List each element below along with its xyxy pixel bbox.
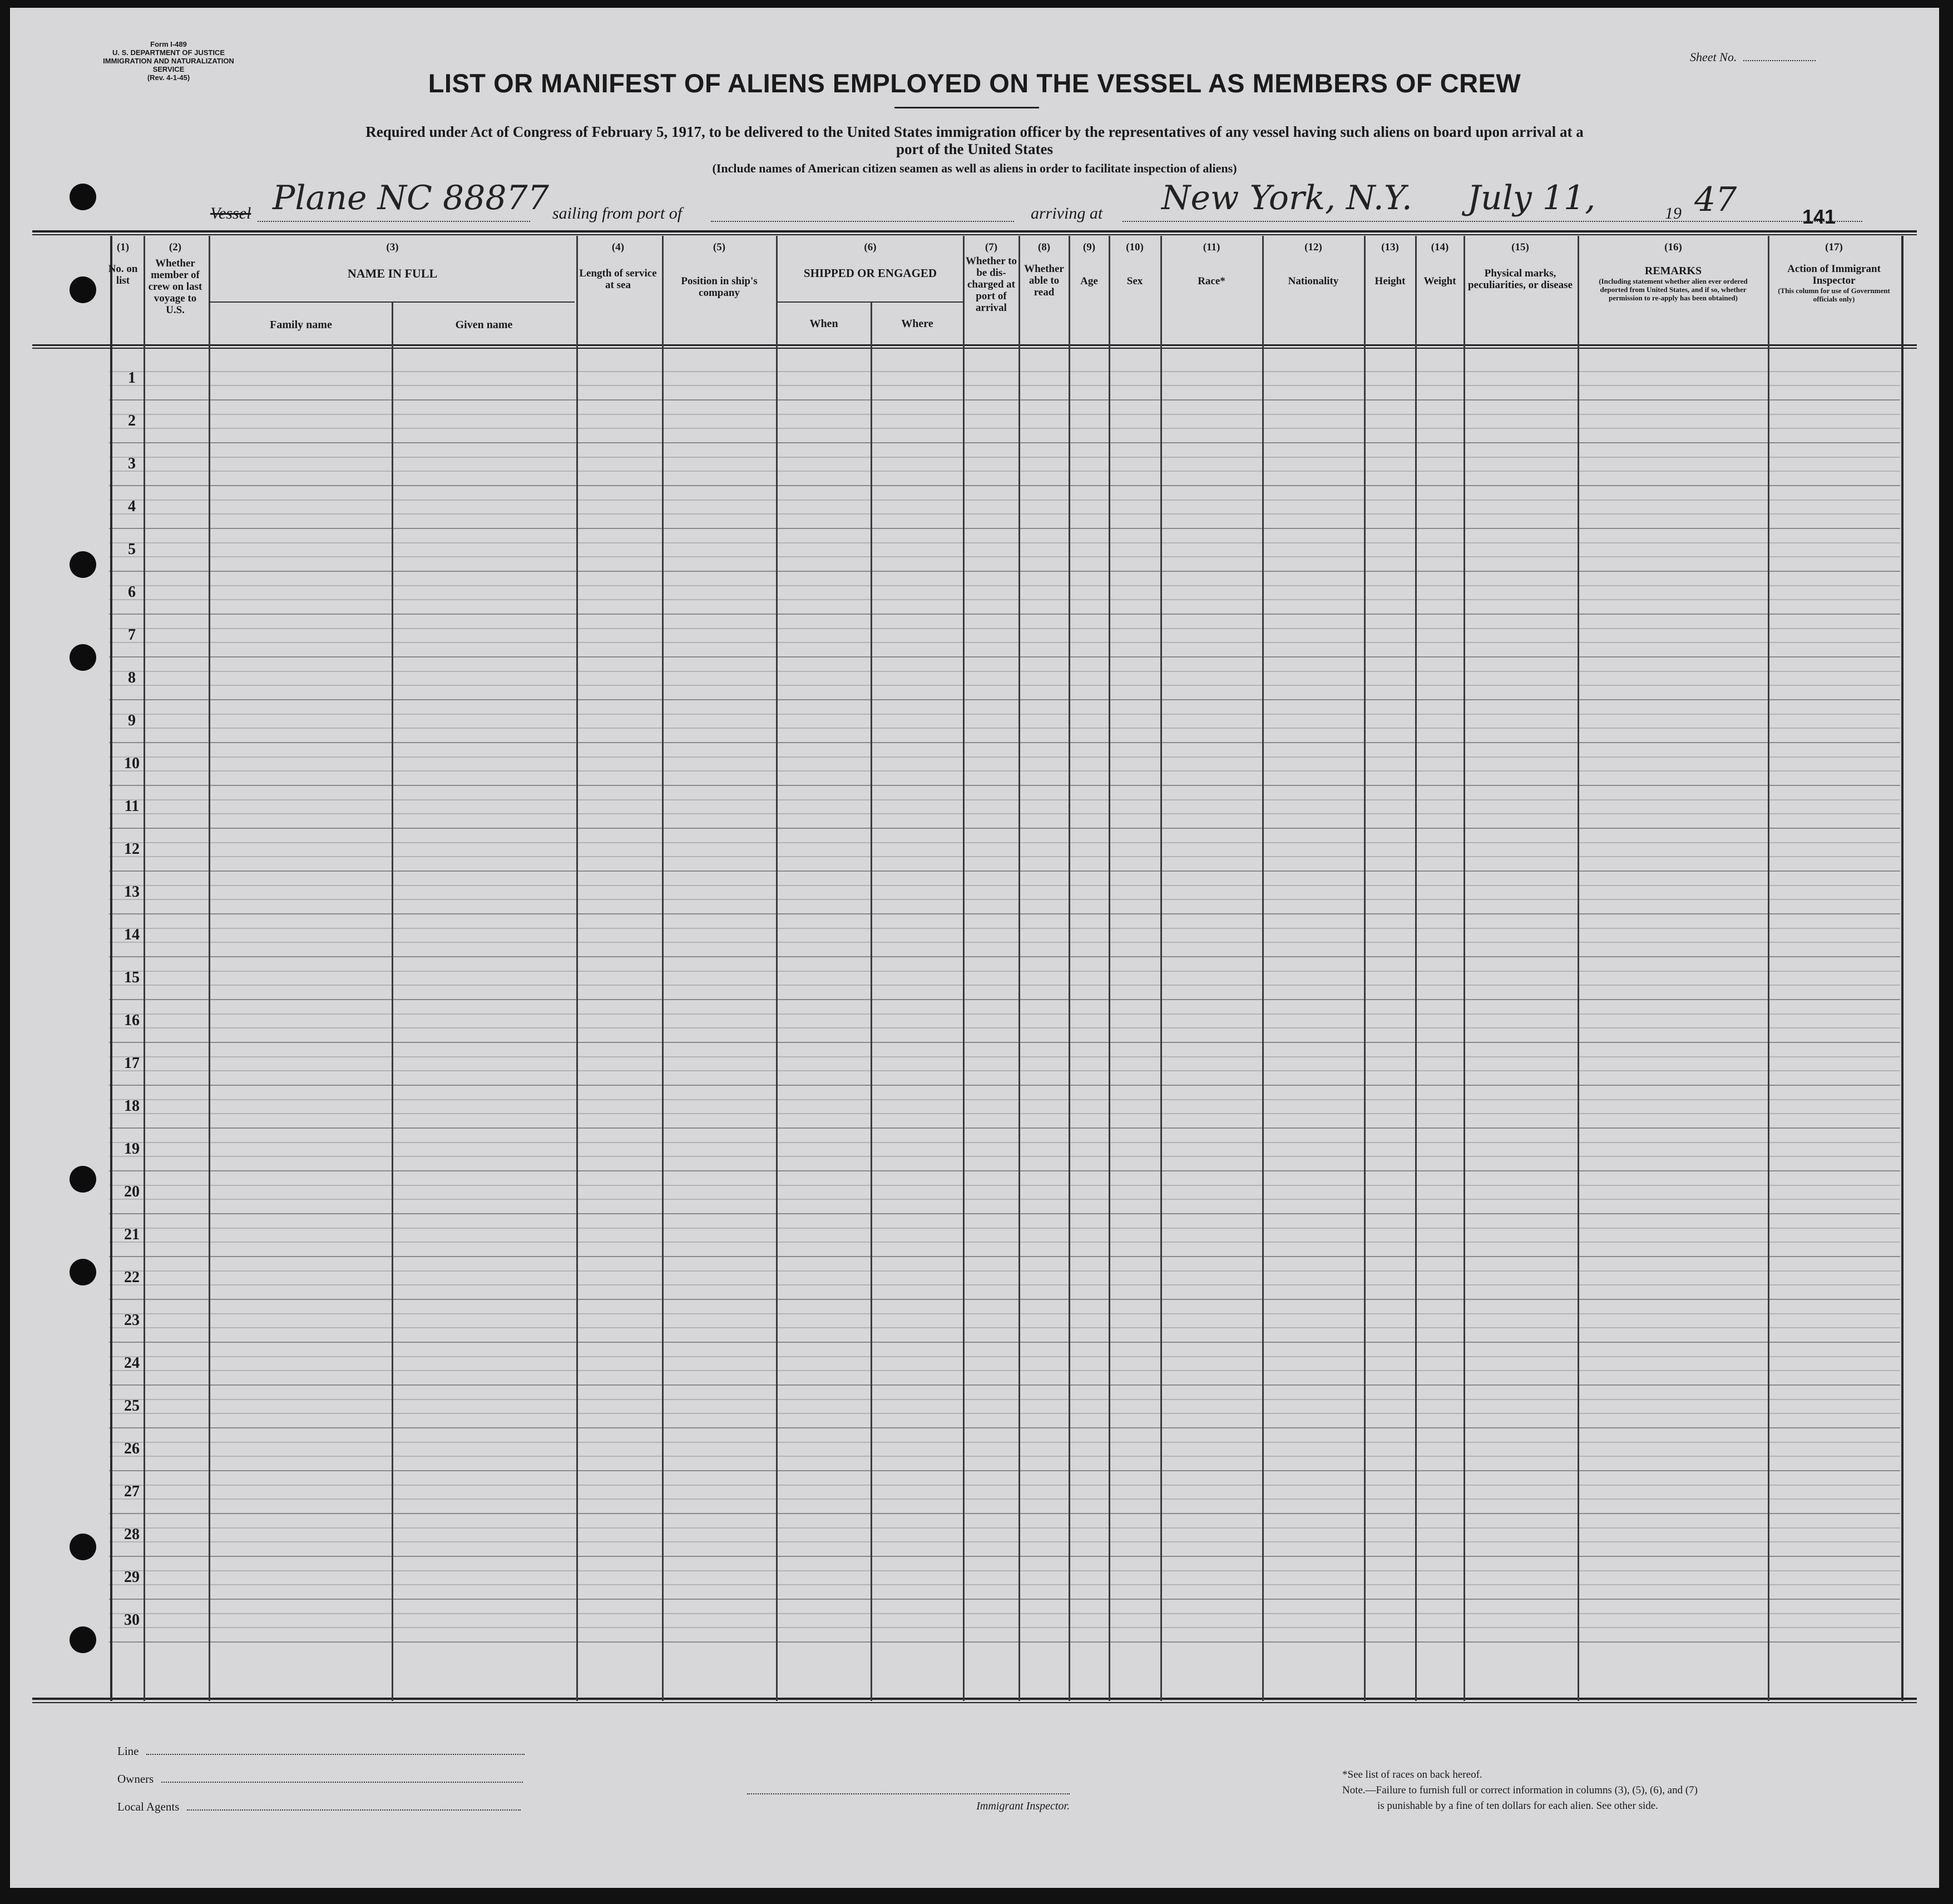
row-number: 27 [124,1482,140,1500]
row-rule [109,1570,1900,1571]
row-rule [109,513,1900,515]
column-rule [1768,236,1769,1701]
row-rule [109,671,1900,672]
row-number: 5 [128,540,136,558]
column-rule [209,236,210,1701]
row-rule [109,642,1900,643]
header-bottom-rule [32,344,1917,346]
row-rule [109,414,1900,415]
row-rule [109,1556,1900,1557]
row-number: 16 [124,1011,140,1029]
row-rule [109,899,1900,900]
punch-hole [70,1534,96,1560]
row-number: 30 [124,1611,140,1629]
row-number: 26 [124,1440,140,1457]
column-rule [1415,236,1417,1701]
row-number: 20 [124,1183,140,1200]
row-rule [109,1156,1900,1157]
row-rule [109,1199,1900,1200]
row-number: 19 [124,1140,140,1158]
row-rule [109,1627,1900,1628]
header-col-16: (16) REMARKS (Including statement whether alien ever ordered deported from United States, and if so, whether permission to re-apply has been obtained) [1599,241,1748,302]
row-rule [109,542,1900,543]
header-col-13: (13) Height [1374,241,1406,287]
header-col-12: (12) Nationality [1288,241,1339,287]
header-col-10: (10) Sex [1126,241,1144,287]
arriving-field-rule [1123,221,1862,222]
row-rule [109,1599,1900,1600]
row-rule [109,999,1900,1000]
row-rule [109,742,1900,743]
row-rule [109,1228,1900,1229]
row-rule [109,428,1900,429]
row-rule [109,656,1900,657]
column-rule [1463,236,1465,1701]
row-rule [109,556,1900,557]
row-rule [109,813,1900,814]
row-number: 3 [128,454,136,472]
row-rule [109,1342,1900,1343]
row-rule [109,714,1900,715]
name-subheader-rule [209,301,575,303]
subtitle-line-1: Required under Act of Congress of February 5, 1917, to be delivered to the United States immigration officer by the representatives of any vessel having such aliens on board upon arrival at a [365,123,1584,140]
inspector-signature-field[interactable] [747,1793,1070,1794]
row-rule [109,1356,1900,1357]
year-prefix: 19 [1665,204,1682,222]
column-rule [1160,236,1162,1701]
row-rule [109,1427,1900,1428]
header-col-17: (17) Action of Immigrant Inspector (This column for use of Government officials only) [1778,241,1890,303]
fine-note-line-1: Note.—Failure to furnish full or correct information in columns (3), (5), (6), and (7) [1342,1784,1698,1796]
row-rule [109,1042,1900,1043]
row-rule [109,1085,1900,1086]
row-rule [109,1499,1900,1500]
row-rule [109,1170,1900,1171]
column-rule [392,301,393,1701]
title-rule [894,107,1039,108]
header-family-name: Family name [270,319,332,331]
row-rule [109,828,1900,829]
row-number: 24 [124,1354,140,1372]
row-rule [109,770,1900,772]
row-rule [109,1399,1900,1400]
row-rule [109,842,1900,843]
row-rule [109,1527,1900,1529]
row-rule [109,599,1900,600]
footer-agents [117,1800,521,1814]
row-rule [109,728,1900,729]
column-rule [1109,236,1110,1701]
row-rule [109,585,1900,586]
column-rule [1901,236,1903,1701]
row-number: 2 [128,412,136,429]
row-rule [109,457,1900,458]
row-rule [109,928,1900,929]
subtitle-note: (Include names of American citizen seamen as well as aliens in order to facilitate inspection of aliens) [712,161,1237,175]
row-rule [109,1070,1900,1071]
row-rule [109,1284,1900,1285]
form-number: Form I-489 [150,40,187,48]
row-rule [109,913,1900,914]
header-col-2: (2) Whether member of crew on last voyage to U.S. [148,241,202,316]
sailing-label: sailing from port of [552,204,683,222]
shipped-subheader-rule [778,301,963,303]
row-number: 28 [124,1525,140,1543]
row-rule [109,1485,1900,1486]
column-rule [662,236,664,1701]
owners-field[interactable] [161,1782,523,1783]
row-rule [109,685,1900,686]
table-bottom-rule-inner [32,1702,1917,1703]
row-number: 23 [124,1311,140,1329]
punch-hole [70,1166,96,1193]
row-rule [109,1513,1900,1514]
row-rule [109,985,1900,986]
form-service: IMMIGRATION AND NATURALIZATION SERVICE [103,57,234,73]
row-rule [109,971,1900,972]
row-rule [109,1299,1900,1300]
row-rule [109,1584,1900,1585]
table-bottom-rule [32,1698,1917,1700]
footer-owners-label: Owners [117,1772,154,1786]
row-rule [109,442,1900,443]
row-number: 25 [124,1397,140,1415]
year-field[interactable]: 47 [1694,180,1737,219]
header-given-name: Given name [455,319,513,331]
header-shipped-where: Where [901,318,933,330]
row-number: 18 [124,1097,140,1115]
row-number: 17 [124,1054,140,1072]
row-rule [109,799,1900,800]
row-number: 8 [128,669,136,686]
arriving-label: arriving at [1031,204,1103,222]
row-rule [109,1327,1900,1328]
stamp-number: 141 [1802,205,1836,228]
arriving-port-field[interactable]: New York, N.Y. [1161,179,1412,217]
row-rule [109,614,1900,615]
row-rule [109,1270,1900,1272]
row-rule [109,871,1900,872]
column-rule [871,301,872,1701]
row-rule [109,1541,1900,1542]
sheet-number-label: Sheet No. [1690,50,1737,64]
table-top-rule [32,230,1917,233]
row-rule [109,1442,1900,1443]
subtitle-line-2: port of the United States [896,141,1053,157]
row-rule [109,1370,1900,1371]
sheet-number [1690,50,1816,65]
manifest-sheet [10,8,1939,1888]
vessel-line [210,179,1879,228]
header-col-5: (5) Position in ship's company [681,241,758,299]
form-revision: (Rev. 4-1-45) [147,73,190,82]
row-rule [109,1127,1900,1129]
row-rule [109,1056,1900,1057]
header-col-9: (9) Age [1080,241,1098,287]
row-number: 14 [124,926,140,943]
row-rule [109,485,1900,486]
row-rule [109,1384,1900,1386]
punch-hole [70,184,96,210]
row-rule [109,1213,1900,1214]
row-rule [109,1113,1900,1114]
row-rule [109,1313,1900,1314]
row-rule [109,856,1900,857]
row-rule [109,628,1900,629]
punch-hole [70,276,96,303]
row-number: 1 [128,369,136,387]
row-rule [109,500,1900,501]
punch-hole [70,551,96,578]
row-rule [109,1013,1900,1015]
row-number: 29 [124,1568,140,1586]
inspector-label: Immigrant Inspector. [976,1800,1070,1812]
row-number: 6 [128,583,136,601]
row-rule [109,785,1900,786]
punch-hole [70,1626,96,1653]
row-rule [109,371,1900,372]
table-top-rule-inner [32,234,1917,235]
sheet-number-field[interactable] [1743,60,1816,61]
footer-line [117,1744,525,1758]
row-rule [109,885,1900,886]
row-rule [109,1456,1900,1457]
row-number: 15 [124,968,140,986]
header-shipped-when: When [809,318,838,330]
line-field[interactable] [146,1754,525,1755]
row-rule [109,1641,1900,1643]
column-rule [776,236,778,1701]
column-rule [963,236,965,1701]
punch-hole [70,644,96,671]
row-number: 13 [124,883,140,901]
row-rule [109,1142,1900,1143]
row-number: 21 [124,1225,140,1243]
column-rule [1578,236,1579,1701]
row-number: 4 [128,497,136,515]
column-rule [576,236,578,1701]
race-note: *See list of races on back hereof. [1342,1769,1482,1781]
row-rule [109,1027,1900,1028]
row-number: 12 [124,840,140,858]
footer-owners [117,1772,523,1786]
header-col-8: (8) Whether able to read [1024,241,1064,298]
header-col-4: (4) Length of service at sea [579,241,657,291]
subtitle [10,123,1939,158]
row-rule [109,699,1900,700]
punch-hole [70,1259,96,1285]
vessel-label: Vessel [210,204,251,222]
local-agents-field[interactable] [187,1809,521,1811]
footer-agents-label: Local Agents [117,1800,180,1813]
row-rule [109,385,1900,386]
arrival-date-field[interactable]: July 11, [1467,179,1596,217]
header-col-7: (7) Whether to be dis-charged at port of arrival [966,241,1017,314]
sailing-port-field[interactable] [711,221,1014,222]
row-rule [109,1613,1900,1614]
row-rule [109,1242,1900,1243]
row-rule [109,1413,1900,1414]
row-number: 11 [124,797,140,815]
fine-note-line-2: is punishable by a fine of ten dollars for each alien. See other side. [1377,1800,1658,1812]
row-rule [109,528,1900,529]
column-rule [1018,236,1020,1701]
footer-line-label: Line [117,1744,139,1758]
row-rule [109,399,1900,400]
row-number: 22 [124,1268,140,1286]
header-col-11: (11) Race* [1198,241,1225,287]
row-rule [109,1256,1900,1257]
row-rule [109,471,1900,472]
column-rule [1364,236,1366,1701]
row-rule [109,1470,1900,1471]
row-rule [109,956,1900,957]
column-rule [1262,236,1264,1701]
row-rule [109,571,1900,572]
header-col-15: (15) Physical marks, peculiarities, or disease [1467,241,1573,291]
row-rule [109,942,1900,943]
form-department: U. S. DEPARTMENT OF JUSTICE [112,48,225,57]
row-rule [109,1185,1900,1186]
header-bottom-rule-inner [32,348,1917,349]
row-rule [109,756,1900,758]
vessel-name-field[interactable]: Plane NC 88877 [273,179,549,217]
row-number: 9 [128,711,136,729]
row-number: 10 [124,754,140,772]
header-col-1: (1) No. on list [108,241,138,286]
vessel-field-rule [258,221,530,222]
row-rule [109,1099,1900,1100]
row-number: 7 [128,626,136,644]
header-col-3: (3) NAME IN FULL [347,241,438,280]
header-col-14: (14) Weight [1423,241,1456,287]
header-col-6: (6) SHIPPED OR ENGAGED [803,241,937,280]
page-title: LIST OR MANIFEST OF ALIENS EMPLOYED ON THE VESSEL AS MEMBERS OF CREW [428,68,1521,98]
column-rule [1069,236,1070,1701]
